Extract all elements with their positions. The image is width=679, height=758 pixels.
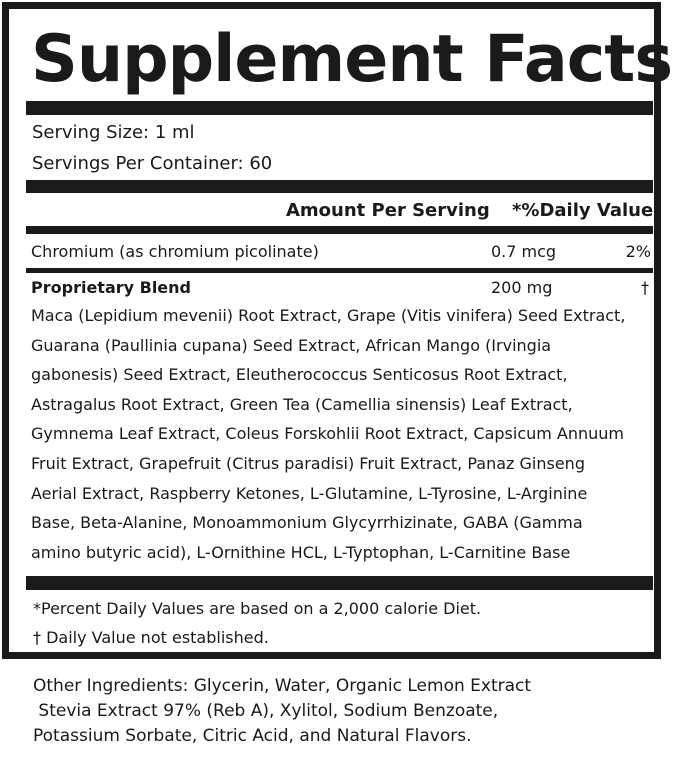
- panel-content: [26, 9, 673, 652]
- nutrient-daily-value: 2%: [625, 242, 651, 261]
- amount-per-serving-header: Amount Per Serving: [286, 200, 490, 221]
- supplement-facts-panel: [2, 2, 673, 659]
- blend-line: Base, Beta-Alanine, Monoammonium Glycyrrhizinate, GABA (Gamma: [31, 513, 583, 533]
- other-ingredients-line: Potassium Sorbate, Citric Acid, and Natural Flavors.: [33, 726, 472, 746]
- servings-per-container: Servings Per Container: 60: [32, 153, 273, 174]
- nutrient-name: Chromium (as chromium picolinate): [31, 242, 319, 261]
- dagger-footnote: † Daily Value not established.: [33, 628, 269, 647]
- nutrient-amount: 200 mg: [491, 278, 553, 297]
- thick-divider: [26, 180, 653, 193]
- other-ingredients: [33, 674, 531, 749]
- blend-line: amino butyric acid), L-Ornithine HCL, L-Typtophan, L-Carnitine Base: [31, 542, 571, 562]
- blend-line: Guarana (Paullinia cupana) Seed Extract, African Mango (Irvingia: [31, 335, 552, 355]
- serving-size: Serving Size: 1 ml: [32, 122, 195, 143]
- blend-line: gabonesis) Seed Extract, Eleutherococcus Senticosus Root Extract,: [31, 365, 568, 385]
- blend-line: Maca (Lepidium mevenii) Root Extract, Grape (Vitis vinifera) Seed Extract,: [31, 306, 626, 325]
- blend-line: Gymnema Leaf Extract, Coleus Forskohlii Root Extract, Capsicum Annuum: [31, 424, 625, 444]
- other-ingredients-line: Stevia Extract 97% (Reb A), Xylitol, Sodium Benzoate,: [33, 701, 499, 721]
- nutrient-amount: 0.7 mcg: [491, 242, 557, 261]
- blend-line: Aerial Extract, Raspberry Ketones, L-Glutamine, L-Tyrosine, L-Arginine: [31, 483, 588, 503]
- nutrient-name: Proprietary Blend: [31, 278, 191, 297]
- proprietary-blend-ingredients: [31, 301, 656, 567]
- daily-value-header: *%Daily Value: [512, 200, 654, 221]
- row-divider: [26, 268, 653, 273]
- nutrient-daily-value: †: [641, 278, 649, 297]
- blend-line: Fruit Extract, Grapefruit (Citrus paradisi) Fruit Extract, Panaz Ginseng: [31, 453, 585, 473]
- thick-divider: [26, 101, 653, 115]
- blend-line: Astragalus Root Extract, Green Tea (Camellia sinensis) Leaf Extract,: [31, 394, 573, 414]
- medium-divider: [26, 226, 653, 234]
- thick-divider: [26, 576, 653, 590]
- percent-daily-value-footnote: *Percent Daily Values are based on a 2,000 calorie Diet.: [33, 599, 482, 618]
- panel-title: Supplement Facts: [31, 22, 673, 97]
- other-ingredients-line: Other Ingredients: Glycerin, Water, Organic Lemon Extract: [33, 676, 532, 696]
